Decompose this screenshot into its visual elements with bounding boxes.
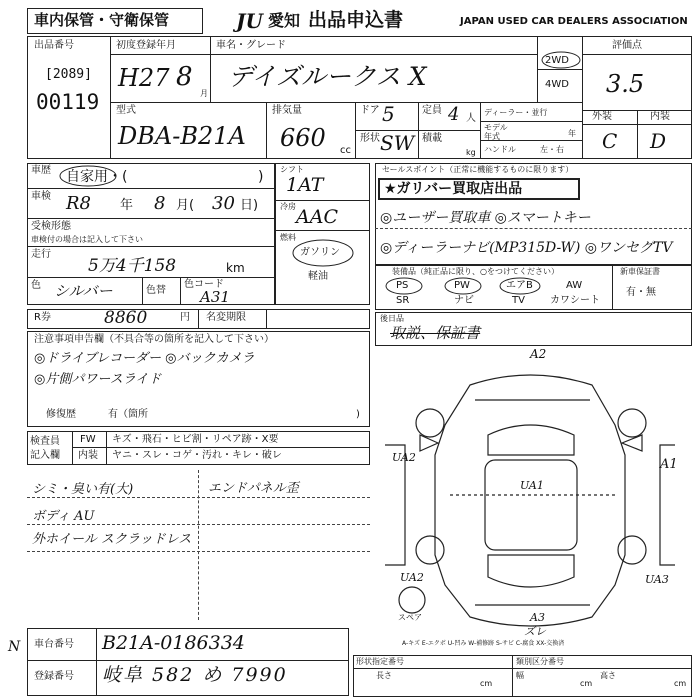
mark-ua2-left: UA2: [392, 451, 416, 464]
history-close: ): [258, 169, 264, 185]
shift-label: シフト: [280, 165, 304, 174]
inspector-label: 検査員記入欄: [30, 436, 60, 461]
damage-legend: A-キズ E-エクボ U-凹み W-補修跡 S-サビ C-腐食 XX-交換済: [402, 640, 565, 647]
fw-label: FW: [80, 434, 96, 445]
drive-4wd: 4WD: [545, 79, 569, 90]
repair-close: ): [356, 409, 360, 420]
width-label: 幅: [516, 671, 524, 680]
type-label: 型式: [116, 105, 136, 116]
mark-a3-bumper: A3: [530, 611, 545, 624]
fuel-circle: [291, 238, 357, 268]
shaken-day: 30: [212, 193, 235, 214]
equip-tv: TV: [512, 295, 525, 306]
model-year-label: モデル年式: [484, 123, 508, 141]
ext-label: 外装: [592, 111, 612, 122]
seat-label: 定員: [422, 105, 442, 116]
registration-year: H27: [118, 64, 170, 92]
mark-ua1-roof: UA1: [520, 479, 544, 492]
fuel-gasoline: ガソリン: [300, 247, 340, 258]
door-count: 5: [382, 102, 395, 126]
dealer-label: ディーラー・並行: [484, 108, 548, 117]
org-name: 愛知: [268, 11, 301, 30]
fuel-diesel: 軽油: [308, 271, 328, 282]
interior-label: 内装: [78, 450, 98, 461]
inspector-note-1: シミ・臭い有(大): [32, 482, 134, 497]
rating-score: 3.5: [606, 70, 645, 98]
recycle-amount: 8860: [104, 308, 148, 328]
vehicle-diagram: [380, 355, 690, 645]
displacement: 660: [280, 124, 326, 152]
height-label: 高さ: [600, 671, 616, 680]
declaration-line-2: ◎片側パワースライド: [34, 372, 162, 387]
plate-label: 登録番号: [34, 671, 74, 682]
documents-label: 後日品: [380, 314, 404, 323]
shift-value: 1AT: [286, 174, 324, 196]
plate-number: 岐阜 582 め 7990: [102, 664, 288, 686]
recycle-label: R券: [34, 312, 51, 323]
equipment-circles: [380, 276, 610, 296]
new-car-warranty-options: 有・無: [626, 287, 656, 298]
equip-ps: PS: [396, 280, 409, 291]
fuel-label: 燃料: [280, 233, 296, 242]
declaration-line-1: ◎ドライブレコーダー ◎バックカメラ: [34, 351, 255, 366]
history-circle: [58, 164, 120, 188]
ac-value: AAC: [296, 206, 338, 228]
chassis-number: B21A-0186334: [102, 632, 245, 654]
inspector-note-2: エンドパネル歪: [208, 481, 299, 496]
displacement-unit: cc: [340, 145, 351, 156]
ac-label: 冷房: [280, 202, 296, 211]
equip-leather: カワシート: [550, 295, 600, 306]
shaken-label: 車検: [31, 191, 51, 202]
equip-sr: SR: [396, 295, 410, 306]
sales-label: セールスポイント（正常に機能するものに限ります）: [382, 165, 574, 174]
length-label: 長さ: [376, 671, 392, 680]
displacement-label: 排気量: [272, 105, 302, 116]
color-code: A31: [200, 288, 230, 306]
shaken-month-unit: 月(: [176, 198, 195, 213]
model-name: デイズルークス X: [228, 62, 427, 91]
rating-label: 評価点: [612, 40, 642, 51]
equipment-label: 装備品（純正品に限り、○をつけてください）: [392, 267, 559, 276]
registration-label: 初度登録年月: [116, 40, 176, 51]
shaken-month: 8: [154, 193, 166, 214]
form-title: 出品申込書: [308, 9, 404, 31]
ju-logo: JU: [236, 9, 263, 33]
mileage-label: 走行: [31, 249, 51, 260]
sales-line-1: ◎ユーザー買取車 ◎スマートキー: [380, 210, 591, 226]
model-type: DBA-B21A: [118, 122, 246, 150]
equip-aw: AW: [566, 280, 583, 291]
load-unit: kg: [466, 148, 476, 157]
width-unit: cm: [580, 679, 593, 688]
body-shape: SW: [380, 131, 415, 155]
load-label: 積載: [422, 133, 442, 144]
sales-line-2: ◎ディーラーナビ(MP315D-W) ◎ワンセグTV: [380, 240, 673, 256]
lot-sub-number: [2089]: [45, 67, 92, 82]
recycle-unit: 円: [180, 312, 190, 323]
history-value: 自家用・(: [66, 169, 128, 185]
mileage-unit: km: [226, 261, 245, 275]
handle-options: 左・右: [540, 145, 564, 154]
repair-label: 修復歴: [46, 409, 76, 420]
category-number-label: 類別区分番号: [516, 657, 564, 666]
new-car-warranty-label: 新車保証書: [620, 267, 660, 276]
registration-month: 8: [176, 62, 193, 92]
side-mark: N: [8, 639, 21, 655]
equip-navi: ナビ: [454, 295, 474, 306]
name-change-label: 名変期限: [206, 312, 246, 323]
history-label: 車歴: [31, 165, 51, 176]
drive-circle: [540, 50, 584, 70]
fw-items: キズ・飛石・ヒビ割・リペア跡・X要: [112, 434, 279, 445]
handle-label: ハンドル: [484, 145, 516, 154]
lot-number: 00119: [36, 90, 100, 114]
length-unit: cm: [480, 679, 493, 688]
mark-a2-front: A2: [530, 347, 547, 361]
equip-airbag: エアB: [506, 280, 533, 291]
shaken-day-unit: 日): [240, 198, 259, 213]
equip-pw: PW: [454, 280, 470, 291]
drive-2wd: 2WD: [545, 55, 569, 66]
color-code-label: 色コード: [184, 279, 224, 290]
mark-ua3-rear: UA3: [645, 573, 669, 586]
int-grade: D: [650, 129, 667, 153]
model-label: 車名・グレード: [216, 40, 286, 51]
association-name: JAPAN USED CAR DEALERS ASSOCIATION: [460, 16, 688, 27]
door-label: ドア: [360, 105, 380, 116]
lot-label: 出品番号: [34, 40, 74, 51]
int-label: 内装: [650, 111, 670, 122]
sales-banner: ★ガリバー買取店出品: [384, 181, 523, 197]
ext-grade: C: [602, 129, 618, 153]
inspector-note-3: ボディ AU: [32, 509, 95, 524]
seat-unit: 人: [466, 113, 476, 124]
mark-a1-right: A1: [660, 457, 678, 472]
mark-misalign: ズレ: [524, 625, 546, 638]
acceptance-note: 車検付の場合は記入して下さい: [31, 235, 143, 244]
mileage-value: 5万4千158: [88, 256, 177, 276]
mark-ua2-rear: UA2: [400, 571, 424, 584]
inspector-note-4: 外ホイール スクラッドレス: [32, 532, 192, 547]
declaration-label: 注意事項申告欄（不具合等の箇所を記入して下さい）: [34, 334, 274, 345]
shaken-era: R8: [66, 193, 92, 214]
color-value: シルバー: [54, 282, 113, 300]
storage-notice: 車内保管・守衛保管: [34, 11, 170, 29]
acceptance-label: 受検形態: [31, 221, 71, 232]
registration-month-unit: 月: [200, 89, 208, 98]
year-unit: 年: [568, 129, 576, 138]
height-unit: cm: [674, 679, 687, 688]
seat-count: 4: [448, 104, 460, 125]
chassis-label: 車台番号: [34, 639, 74, 650]
designated-number-label: 形状指定番号: [356, 657, 404, 666]
repair-options: 有（箇所: [108, 409, 148, 420]
color-label: 色: [31, 280, 41, 291]
trim-label: 色替: [146, 285, 166, 296]
documents-value: 取説、保証書: [390, 324, 481, 342]
interior-items: ヤニ・スレ・コゲ・汚れ・キレ・破レ: [112, 450, 282, 461]
shape-label: 形状: [360, 133, 380, 144]
shaken-year-unit: 年: [120, 198, 134, 213]
spare-label: スペア: [398, 613, 422, 622]
